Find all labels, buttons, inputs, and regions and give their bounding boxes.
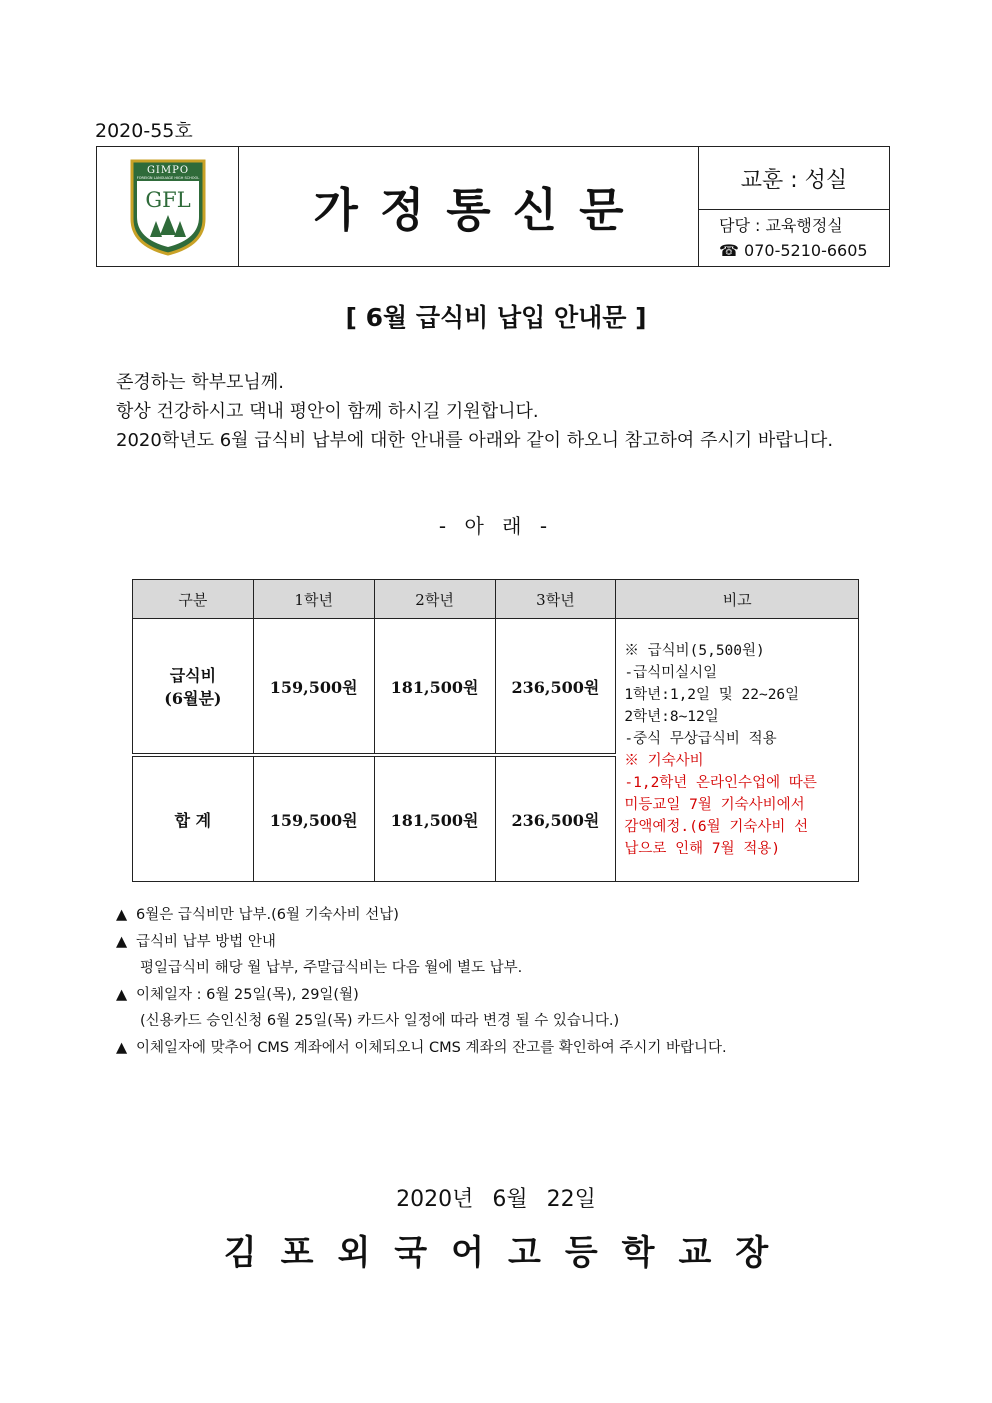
remark-line: ※ 급식비(5,500원) — [624, 643, 765, 659]
remarks-cell — [616, 619, 859, 882]
note-item — [116, 982, 727, 1009]
logo-initials: GFL — [144, 187, 191, 212]
header-grade1: 1학년 — [253, 580, 374, 619]
grade1-amount: 159,500원 — [253, 619, 374, 756]
triangle-bullet-icon: ▲ — [116, 1039, 128, 1056]
note-item — [116, 1035, 727, 1062]
notice-line: 2020학년도 6월 급식비 납부에 대한 안내를 아래와 같이 하오니 참고하여 주시기 바랍니다. — [116, 430, 834, 451]
grade2-amount: 181,500원 — [374, 619, 495, 756]
notice-subject: [ 6월 급식비 납입 안내문 ] — [345, 303, 647, 332]
note-item — [116, 929, 727, 956]
contact-phone-row — [719, 238, 889, 263]
header-grade3: 3학년 — [495, 580, 616, 619]
note-item — [116, 902, 727, 929]
school-logo-icon — [128, 157, 208, 257]
remark-line: 1학년:1,2일 및 22~26일 — [624, 687, 800, 703]
triangle-bullet-icon: ▲ — [116, 907, 128, 923]
triangle-bullet-icon: ▲ — [116, 986, 128, 1003]
contact-info — [699, 210, 889, 266]
note-subitem: (신용카드 승인신청 6월 25일(목) 카드사 일정에 따라 변경 될 수 있습니다.) — [140, 1013, 620, 1029]
table-row — [133, 619, 859, 756]
school-motto: 교훈 : 성실 — [699, 147, 889, 210]
info-cell — [699, 147, 889, 266]
logo-top-text: GIMPO — [146, 164, 189, 176]
header-grade2: 2학년 — [374, 580, 495, 619]
remark-line: -중식 무상급식비 적용 — [624, 731, 777, 747]
document-number: 2020-55호 — [95, 120, 193, 142]
note-text: 이체일자 : 6월 25일(목), 29일(월) — [136, 986, 359, 1003]
header-category: 구분 — [133, 580, 254, 619]
category-line1: 급식비 — [169, 666, 217, 685]
issue-date: 2020년 6월 22일 — [396, 1187, 596, 1212]
remark-line: 2학년:8~12일 — [624, 709, 719, 725]
total-grade2: 181,500원 — [374, 755, 495, 882]
total-label: 합 계 — [133, 755, 254, 882]
row-category — [133, 619, 254, 756]
remark-line-red: 미등교일 7월 기숙사비에서 — [624, 797, 805, 813]
remark-line-red: 감액예정.(6월 기숙사비 선 — [624, 819, 809, 835]
header-remarks: 비고 — [616, 580, 859, 619]
remark-line-red: 납으로 인해 7월 적용) — [624, 841, 781, 857]
section-heading: - 아 래 - — [438, 514, 554, 538]
notes-list — [116, 902, 727, 1061]
total-grade1: 159,500원 — [253, 755, 374, 882]
intro-text — [116, 368, 868, 455]
note-text: 급식비 납부 방법 안내 — [136, 933, 276, 950]
principal-signature: 김포외국어고등학교장 — [223, 1233, 793, 1273]
remark-line: -급식미실시일 — [624, 665, 718, 681]
contact-department: 담당 : 교육행정실 — [719, 216, 843, 235]
greeting-line: 존경하는 학부모님께. — [116, 372, 284, 393]
phone-icon: ☎ — [719, 241, 739, 260]
table-header-row — [133, 580, 859, 619]
header-box — [96, 146, 890, 267]
total-grade3: 236,500원 — [495, 755, 616, 882]
fee-table — [132, 579, 859, 882]
remark-line-red: -1,2학년 온라인수업에 따른 — [624, 775, 817, 791]
logo-sub-text: FOREIGN LANGUAGE HIGH SCHOOL — [136, 175, 199, 180]
note-subitem: 평일급식비 해당 월 납부, 주말급식비는 다음 월에 별도 납부. — [140, 960, 523, 976]
document-title: 가정통신문 — [313, 182, 646, 237]
note-text: 이체일자에 맞추어 CMS 계좌에서 이체되오니 CMS 계좌의 잔고를 확인하여 주시기 바랍니다. — [136, 1039, 727, 1056]
category-line2: (6월분) — [164, 689, 222, 708]
title-cell — [239, 147, 699, 266]
school-logo-cell — [97, 147, 239, 266]
triangle-bullet-icon: ▲ — [116, 933, 128, 950]
note-text: 6월은 급식비만 납부.(6월 기숙사비 선납) — [136, 907, 399, 923]
wish-line: 항상 건강하시고 댁내 평안이 함께 하시길 기원합니다. — [116, 401, 539, 422]
contact-phone: 070-5210-6605 — [744, 241, 868, 260]
remark-line-red: ※ 기숙사비 — [624, 753, 704, 769]
grade3-amount: 236,500원 — [495, 619, 616, 756]
